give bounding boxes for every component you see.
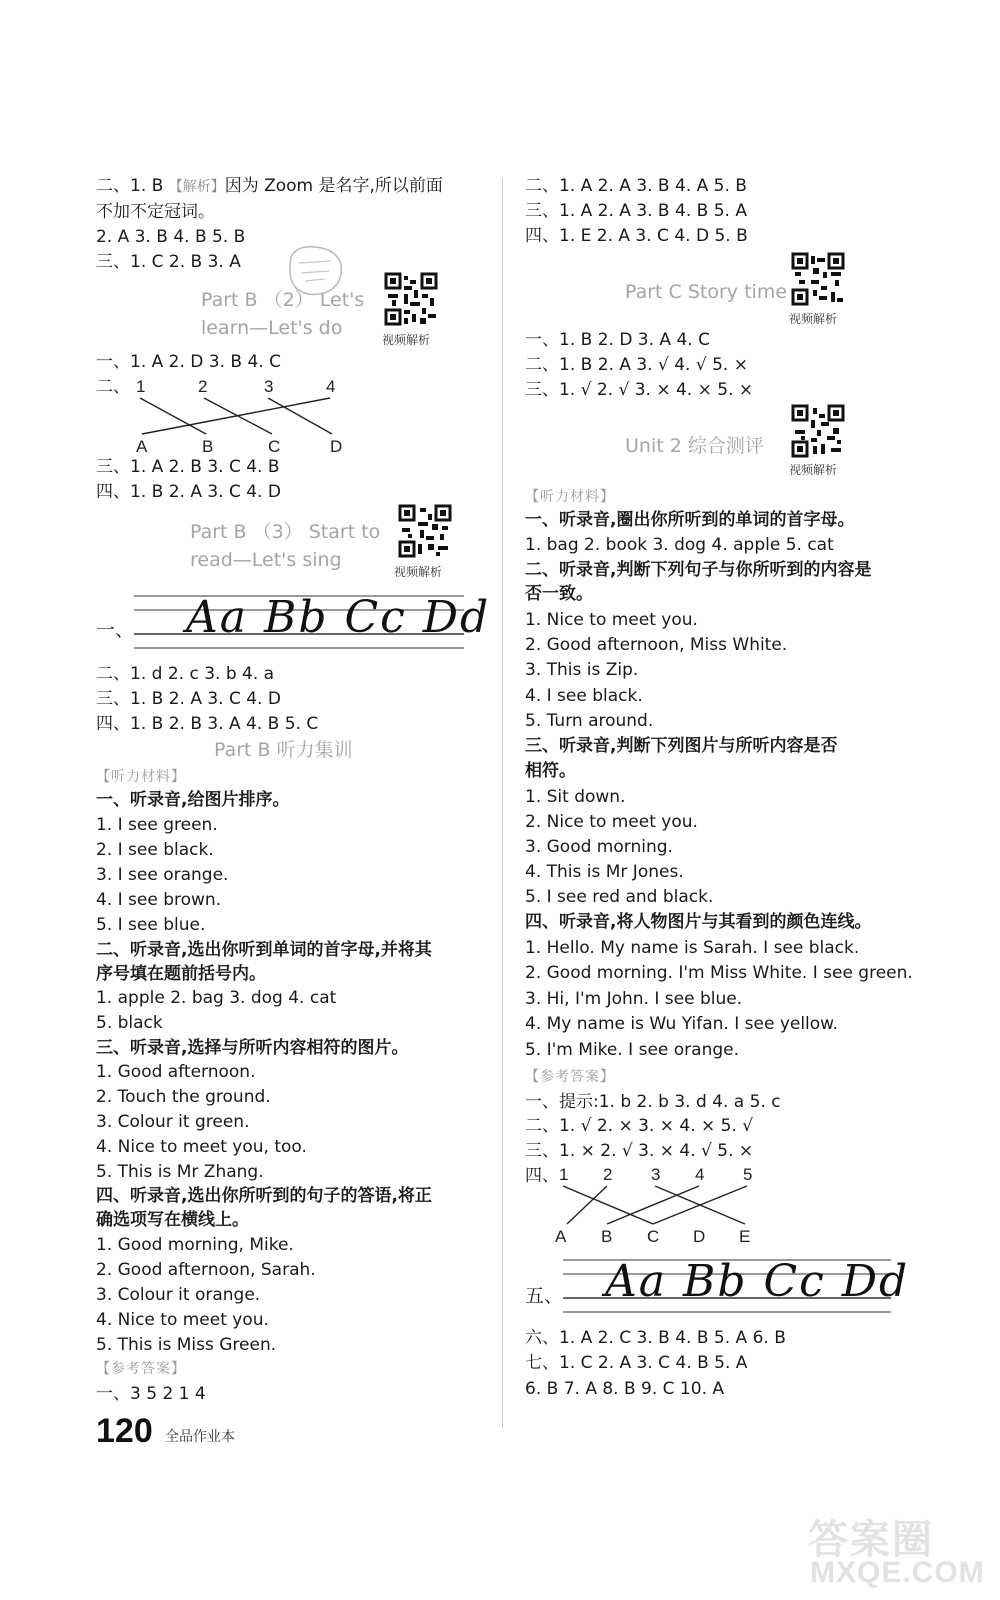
match-bottom-label: C [647,1227,660,1246]
listening-line: 4. This is Mr Jones. [525,862,684,882]
listening-line: 一、听录音,给图片排序。 [96,790,290,810]
part-b2-title-line1: Part B （2） Let's [201,289,365,311]
listening-line: 2. Nice to meet you. [525,812,698,832]
listening-line: 1. apple 2. bag 3. dog 4. cat [96,988,337,1008]
handwriting-practice [563,1254,910,1316]
answer-line: 三、1. B 2. A 3. C 4. D [96,689,281,709]
part-c-title: Part C Story time [625,281,788,303]
match-bottom-label: B [601,1227,613,1246]
listening-line: 四、听录音,选出你所听到的句子的答语,将正 [96,1186,432,1206]
match-top-label: 4 [326,377,336,396]
handwriting-text: Aa Bb Cc Dd [186,592,491,643]
listening-line: 1. I see green. [96,815,218,835]
listening-line: 三、听录音,判断下列图片与所听内容是否 [525,736,838,756]
unit-title: Unit 2 综合测评 [625,435,764,457]
match-top-label: 4 [695,1165,705,1184]
qr-label: 视频解析 [394,565,443,579]
listening-line: 1. Hello. My name is Sarah. I see black. [525,938,860,958]
match-top-label: 1 [136,377,146,396]
qr-label: 视频解析 [789,463,838,477]
stamp-graphic [285,243,345,297]
listening-line: 1. Good afternoon. [96,1062,256,1082]
match-line [567,1186,607,1224]
answer-line: 一、1. B 2. D 3. A 4. C [525,330,710,350]
handwriting-prefix: 五、 [525,1285,564,1307]
match-bottom-label: B [202,437,214,456]
match-bottom-label: A [136,437,148,456]
listening-line: 3. This is Zip. [525,660,639,680]
listening-line: 5. I'm Mike. I see orange. [525,1040,740,1060]
listening-line: 确选项写在横线上。 [96,1210,249,1230]
listening-line: 3. Hi, I'm John. I see blue. [525,989,743,1009]
match-top-label: 2 [198,377,208,396]
qr-code-icon[interactable] [384,272,438,326]
answer-line: 一、1. A 2. D 3. B 4. C [96,352,281,372]
match-line [142,398,330,434]
listening-line: 2. Good morning. I'm Miss White. I see green. [525,963,913,983]
answer-line: 三、1. A 2. A 3. B 4. B 5. A [525,201,747,221]
answer-line: 二、1. B 【解析】因为 Zoom 是名字,所以前面 [96,176,443,196]
listening-line: 4. I see brown. [96,890,222,910]
listening-line: 5. black [96,1013,163,1033]
match-line [563,1186,653,1224]
answer-line: 三、1. A 2. B 3. C 4. B [96,457,280,477]
match-top-label: 3 [651,1165,661,1184]
answer-line: 三、1. × 2. √ 3. × 4. √ 5. × [525,1141,754,1161]
match-line [607,1186,699,1224]
answer-line: 二、1. d 2. c 3. b 4. a [96,664,275,684]
listening-line: 3. Colour it green. [96,1112,250,1132]
listening-line: 3. I see orange. [96,865,229,885]
match-bottom-label: D [693,1227,706,1246]
listening-line: 5. I see blue. [96,915,206,935]
listening-line: 序号填在题前括号内。 [96,964,266,984]
listening-line: 4. Nice to meet you. [96,1310,269,1330]
listening-line: 4. My name is Wu Yifan. I see yellow. [525,1014,838,1034]
answer-line: 6. B 7. A 8. B 9. C 10. A [525,1379,725,1399]
answer-line: 六、1. A 2. C 3. B 4. B 5. A 6. B [525,1328,786,1348]
material-label: 【听力材料】 [525,489,615,505]
part-b3-title-line2: read—Let's sing [190,549,342,571]
match-bottom-label: A [555,1227,567,1246]
listening-title: Part B 听力集训 [214,739,353,761]
qr-code-icon[interactable] [398,504,452,558]
answer-line: 不加不定冠词。 [96,202,215,222]
listening-line: 5. Turn around. [525,711,654,731]
listening-line: 2. I see black. [96,840,214,860]
listening-line: 1. Nice to meet you. [525,610,698,630]
listening-line: 1. Good morning, Mike. [96,1235,294,1255]
listening-line: 3. Good morning. [525,837,673,857]
watermark-url: MXQE.COM [810,1556,985,1589]
analysis-label: 【解析】 [168,179,225,195]
answer-line: 二、1. A 2. A 3. B 4. A 5. B [525,176,747,196]
qr-code-icon[interactable] [791,252,845,306]
match-top-label: 3 [264,377,274,396]
listening-line: 5. I see red and black. [525,887,714,907]
listening-line: 一、听录音,圈出你所听到的单词的首字母。 [525,510,855,530]
match-bottom-label: E [739,1227,751,1246]
handwriting-text: Aa Bb Cc Dd [605,1256,910,1307]
page-number: 120 [96,1412,153,1450]
part-b2-title-line2: learn—Let's do [201,317,343,339]
analysis-text: 因为 Zoom 是名字,所以前面 [224,176,443,196]
material-label: 【听力材料】 [96,769,186,785]
part-b3-title-line1: Part B （3） Start to [190,521,381,543]
match-top-label: 5 [743,1165,753,1184]
answer-line: 四、1. B 2. A 3. C 4. D [96,482,281,502]
column-divider [502,178,503,1428]
listening-line: 1. Sit down. [525,787,626,807]
listening-line: 四、听录音,将人物图片与其看到的颜色连线。 [525,912,872,932]
answer-line: 七、1. C 2. A 3. C 4. B 5. A [525,1353,748,1373]
listening-line: 三、听录音,选择与所听内容相符的图片。 [96,1038,409,1058]
brand-name: 全品作业本 [165,1429,235,1445]
listening-line: 二、听录音,判断下列句子与你所听到的内容是 [525,560,872,580]
matching-prefix: 四、 [525,1166,559,1186]
answer-line: 2. A 3. B 4. B 5. B [96,227,246,247]
qr-label: 视频解析 [382,333,431,347]
answer-line: 三、1. C 2. B 3. A [96,252,241,272]
watermark-logo: 答案圈 [808,1517,934,1563]
match-top-label: 2 [603,1165,613,1184]
answer-line: 三、1. √ 2. √ 3. × 4. × 5. × [525,380,754,400]
answer-label: 【参考答案】 [525,1069,615,1085]
answer-line: 四、1. B 2. B 3. A 4. B 5. C [96,714,319,734]
listening-line: 5. This is Mr Zhang. [96,1162,264,1182]
handwriting-practice [134,590,491,652]
listening-line: 4. Nice to meet you, too. [96,1137,307,1157]
answer-line: 一、3 5 2 1 4 [96,1384,206,1404]
qr-code-icon[interactable] [791,404,845,458]
answer-line: 二、1. √ 2. × 3. × 4. × 5. √ [525,1116,754,1136]
answer-line: 四、1. E 2. A 3. C 4. D 5. B [525,226,748,246]
handwriting-prefix: 一、 [96,619,135,641]
listening-line: 否一致。 [525,584,593,604]
listening-line: 相符。 [525,761,576,781]
listening-line: 二、听录音,选出你听到单词的首字母,并将其 [96,940,432,960]
listening-line: 3. Colour it orange. [96,1285,261,1305]
listening-line: 4. I see black. [525,686,643,706]
answer-line: 二、1. B 2. A 3. √ 4. √ 5. × [525,355,748,375]
listening-line: 2. Good afternoon, Sarah. [96,1260,316,1280]
answer-line: 一、提示:1. b 2. b 3. d 4. a 5. c [525,1092,781,1112]
listening-line: 1. bag 2. book 3. dog 4. apple 5. cat [525,535,834,555]
match-top-label: 1 [559,1165,569,1184]
matching-diagram [555,1162,785,1248]
listening-line: 5. This is Miss Green. [96,1335,277,1355]
listening-line: 2. Touch the ground. [96,1087,271,1107]
match-bottom-label: D [330,437,343,456]
qr-label: 视频解析 [789,312,838,326]
listening-line: 2. Good afternoon, Miss White. [525,635,788,655]
match-bottom-label: C [268,437,281,456]
answer-label: 【参考答案】 [96,1361,186,1377]
matching-prefix: 二、 [96,377,130,397]
matching-diagram [126,374,356,458]
